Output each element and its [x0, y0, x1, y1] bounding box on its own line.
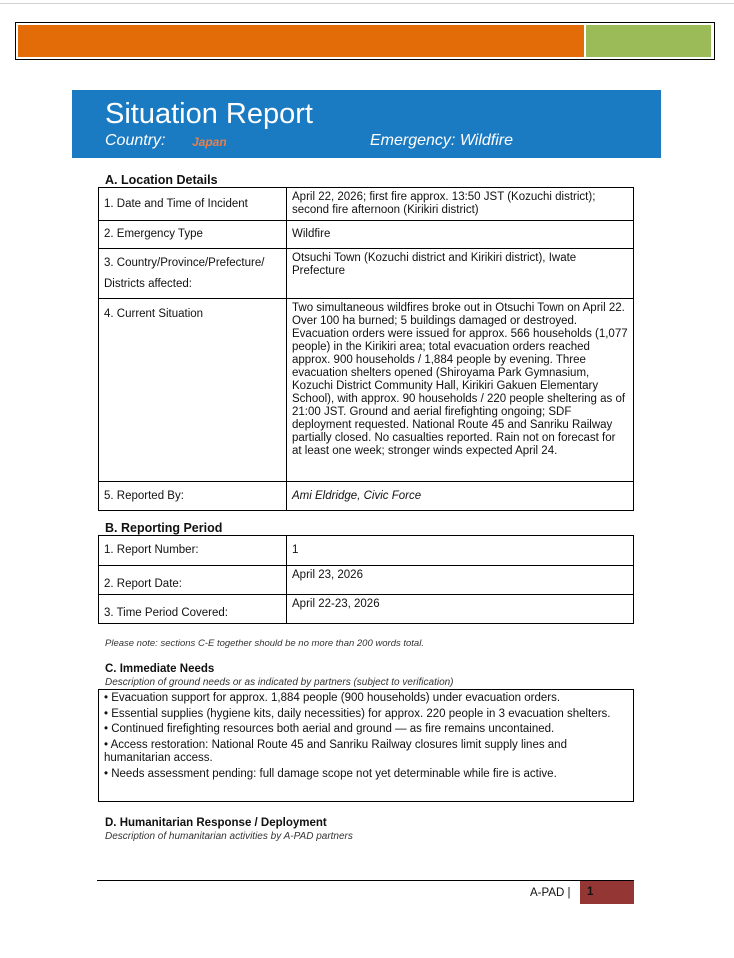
table-row — [99, 299, 634, 482]
location-details-table — [98, 187, 634, 511]
section-a-heading: A. Location Details — [105, 173, 218, 187]
row-value: 1 — [287, 536, 634, 566]
list-item: • Evacuation support for approx. 1,884 people (900 households) under evacuation orders. — [104, 692, 561, 704]
table-row — [99, 482, 634, 511]
table-row — [99, 566, 634, 595]
country-value: Japan — [192, 135, 227, 149]
table-row — [99, 221, 634, 249]
row-value: Otsuchi Town (Kozuchi district and Kirikiri district), Iwate Prefecture — [287, 249, 634, 299]
row-label: 1. Report Number: — [99, 536, 287, 566]
word-limit-note: Please note: sections C-E together should be no more than 200 words total. — [105, 638, 424, 649]
row-label: 5. Reported By: — [99, 482, 287, 511]
section-d-heading: D. Humanitarian Response / Deployment — [105, 817, 327, 829]
section-c-heading: C. Immediate Needs — [105, 663, 215, 675]
row-label: 4. Current Situation — [99, 299, 287, 482]
footer-label: A-PAD | — [530, 887, 571, 899]
row-label: 2. Emergency Type — [99, 221, 287, 249]
row-value: Ami Eldridge, Civic Force — [287, 482, 634, 511]
section-b-heading: B. Reporting Period — [105, 521, 223, 535]
row-label: 2. Report Date: — [99, 566, 287, 595]
page-number-badge — [580, 881, 634, 904]
row-value: April 22, 2026; first fire approx. 13:50 JST (Kozuchi district); second fire afternoon (Kirikiri district) — [287, 188, 634, 221]
header-orange-block — [18, 25, 584, 57]
immediate-needs-list — [98, 689, 634, 802]
row-label: 3. Country/Province/Prefecture/ Districts affected: — [99, 249, 287, 299]
header-green-block — [586, 25, 711, 57]
footer-divider — [97, 880, 634, 881]
table-row — [99, 536, 634, 566]
row-value: April 23, 2026 — [287, 566, 634, 595]
list-item: • Essential supplies (hygiene kits, daily necessities) for approx. 220 people in 3 evacuation shelters. — [104, 707, 611, 720]
row-value: Two simultaneous wildfires broke out in Otsuchi Town on April 22. Over 100 ha burned; 5 buildings damaged or destroyed. Evacuation orders were issued for approx. 566 households (1,077 people) in the Kirikiri area; total evacuation orders reached approx. 900 households / 1,884 people by evening. Three evacuation shelters opened (Shiroyama Park Gymnasium, Kozuchi District Community Hall, Kirikiri Gakuen Elementary School), with approx. 90 households / 220 people sheltering as of 21:00 JST. Ground and aerial firefighting ongoing; SDF deployment requested. National Route 45 and Sanriku Railway partially closed. No casualties reported. Rain not on forecast for at least one week; stronger winds expected April 24. — [287, 299, 634, 482]
table-row — [99, 249, 634, 299]
row-value: April 22-23, 2026 — [287, 595, 634, 624]
row-value: Wildfire — [287, 221, 634, 249]
header-color-bar — [15, 22, 715, 60]
table-row — [99, 188, 634, 221]
title-banner — [72, 90, 661, 158]
country-label: Country: — [105, 132, 166, 149]
section-c-subtitle: Description of ground needs or as indicated by partners (subject to verification) — [105, 677, 454, 688]
list-item: • Access restoration: National Route 45 and Sanriku Railway closures limit supply lines and humanitarian access. — [104, 738, 567, 764]
page-number: 1 — [587, 886, 594, 898]
list-item: • Continued firefighting resources both aerial and ground — as fire remains uncontained. — [104, 723, 555, 735]
page-top-divider — [0, 3, 734, 4]
table-row — [99, 595, 634, 624]
list-item: • Needs assessment pending: full damage scope not yet determinable while fire is active. — [104, 767, 557, 780]
row-label: 1. Date and Time of Incident — [99, 188, 287, 221]
page-title: Situation Report — [105, 98, 313, 130]
row-label: 3. Time Period Covered: — [99, 595, 287, 624]
reporting-period-table — [98, 535, 634, 624]
emergency-label: Emergency: Wildfire — [370, 132, 514, 149]
section-d-subtitle: Description of humanitarian activities by A-PAD partners — [105, 831, 353, 842]
